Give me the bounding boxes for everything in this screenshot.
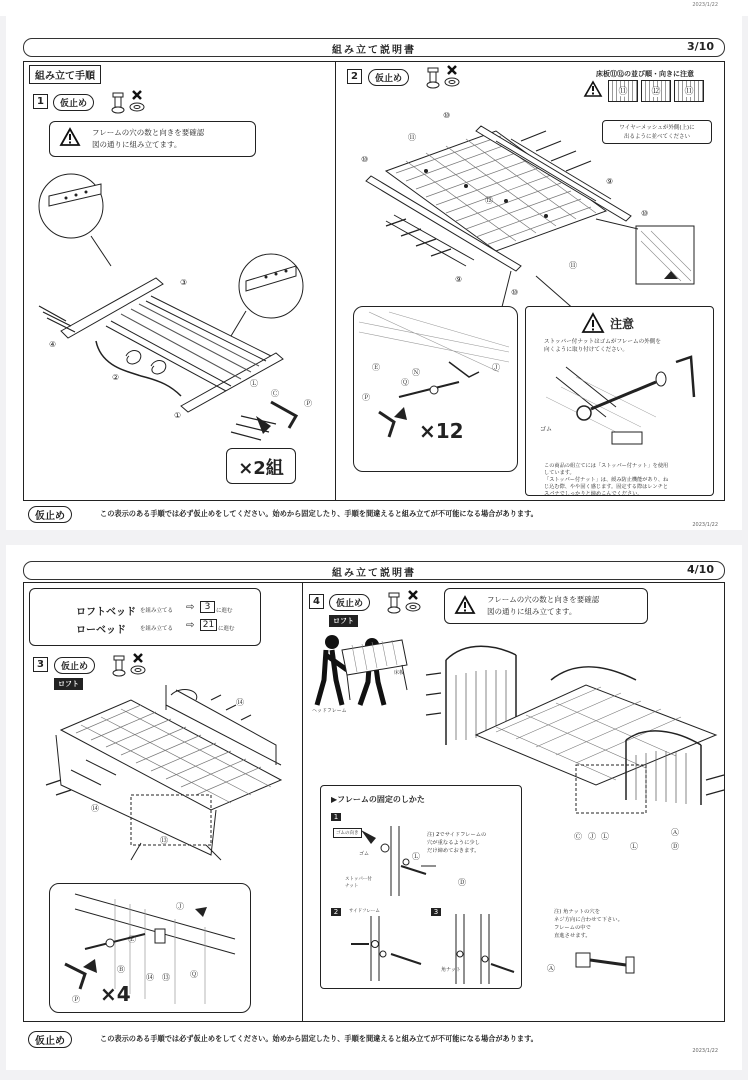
part-label: Ⓠ (401, 378, 409, 387)
part-label: ⑩ (511, 288, 519, 297)
part-label: ⑩ (443, 111, 451, 120)
fix3-note3: フレームの中で (554, 925, 591, 931)
part-label: Ⓟ (362, 393, 370, 402)
fix1-note3: だけ締めておきます。 (427, 848, 480, 854)
rubber-direction-tag: ゴムの向き (333, 828, 362, 838)
floor-panel (674, 80, 704, 102)
step3-illustration (41, 685, 281, 855)
fix-method-box (320, 785, 522, 989)
header-title: 組み立て説明書 (332, 568, 416, 579)
fix-step-number: 3 (431, 908, 441, 916)
part-label: Ⓛ (412, 852, 420, 861)
caution-note4: じ込む際、やや固く感じます。固定する際はレンチと (544, 484, 668, 490)
part-label: Ⓓ (458, 878, 466, 887)
part-label: Ⓐ (547, 964, 555, 973)
loft-label: ロフトベッド (76, 607, 136, 618)
detail-box (353, 306, 518, 472)
warning-icon (455, 596, 475, 614)
footer-text: この表示のある手順では必ず仮止めをしてください。始めから固定したり、手順を間違えると組み立てが不可能になる場合があります。 (100, 1034, 538, 1043)
floor-panel (608, 80, 638, 102)
part-label: Ⓟ (304, 399, 312, 408)
multiplier-text: ×12 (419, 419, 464, 443)
mesh-note-line1: ワイヤーメッシュが外側(上)に (619, 125, 695, 131)
mode-pill: 仮止め (53, 94, 94, 111)
part-label: Ⓝ (412, 368, 420, 377)
part-label: Ⓔ (128, 935, 136, 944)
warning-line2: 図の通りに組み立てます。 (92, 140, 182, 149)
warning-box (49, 121, 256, 157)
footer-code: 2023/1/22 (692, 1048, 718, 1054)
detail-box (49, 883, 251, 1013)
part-label: Ⓠ (190, 970, 198, 979)
part-label: Ⓛ (630, 842, 638, 851)
page-header (23, 561, 725, 580)
step1-illustration (31, 166, 316, 446)
low-label: ローベッド (76, 625, 126, 636)
footer-text: この表示のある手順では必ず仮止めをしてください。始めから固定したり、手順を間違えると組み立てが不可能になる場合があります。 (100, 509, 538, 518)
route-box (29, 588, 261, 646)
part-label: Ⓒ (574, 832, 582, 841)
fix2-illustration (351, 916, 431, 981)
go-suffix: に進む (216, 608, 233, 614)
part-label: ③ (180, 278, 188, 287)
caution-line1: ストッパー付ナットはゴムがフレームの外側を (544, 339, 661, 345)
part-label: Ⓔ (372, 363, 380, 372)
fix2-kaku: 角ナット (441, 967, 461, 973)
arrow-icon: ⇨ (186, 620, 195, 631)
part-label: ⑨ (606, 177, 614, 186)
section-title: 組み立て手順 (29, 65, 101, 84)
multiplier-text: ×4 (100, 982, 131, 1006)
low-suffix: を組み立てる (140, 626, 174, 632)
step-number: 3 (33, 657, 48, 672)
part-label: ⑩ (641, 209, 649, 218)
stopper-nut-illustration (546, 357, 696, 447)
warning-icon (60, 128, 80, 146)
caution-note2: しています。 (544, 470, 575, 476)
low-target: 21 (200, 619, 217, 631)
part-label: ⑨ (455, 275, 463, 284)
step-number: 4 (309, 594, 324, 609)
caution-box (525, 306, 714, 496)
part-label: ⑪ (408, 133, 416, 142)
step4-illustration (426, 635, 726, 805)
warning-icon (584, 81, 602, 97)
fix-title: ▶フレームの固定のしかた (331, 795, 425, 804)
fix1-note1: 注) 2でサイドフレームの (427, 832, 487, 838)
fix-step-number: 2 (331, 908, 341, 916)
part-label: ⑭ (146, 973, 154, 982)
part-label: Ⓑ (117, 965, 125, 974)
footer-pill: 仮止め (28, 1031, 72, 1048)
header-title: 組み立て説明書 (332, 45, 416, 56)
manual-page-3 (6, 16, 742, 530)
mode-pill: 仮止め (368, 69, 409, 86)
bolt-washer-icon (112, 652, 152, 678)
fix2-side: サイドフレーム (349, 909, 380, 914)
fix1-note2: 穴が重なるように少し (427, 840, 480, 846)
caution-line2: 向くように取り付けてください。 (544, 347, 628, 353)
part-label: Ⓛ (601, 832, 609, 841)
caution-note5: スパナでしっかりと締めこんでください。 (544, 491, 643, 497)
mesh-note-line2: 出るように並べてください (623, 134, 690, 140)
warning-box (444, 588, 648, 624)
fix-title-text: フレームの固定のしかた (337, 795, 425, 804)
loft-tag: ロフト (329, 615, 358, 627)
part-label: ⑭ (236, 698, 244, 707)
part-label: ⑭ (91, 804, 99, 813)
part-label: Ⓛ (250, 379, 258, 388)
step2-illustration (346, 101, 726, 311)
warning-line1: フレームの穴の数と向きを要確認 (92, 128, 205, 137)
part-label: ⑬ (160, 836, 168, 845)
floor-panel-label: ⑪ (618, 87, 628, 97)
footer-code: 2023/1/22 (692, 522, 718, 528)
fix3-note4: 直進させます。 (554, 933, 591, 939)
part-label: Ⓓ (671, 842, 679, 851)
square-nut-bolt-illustration (576, 945, 636, 975)
fix3-note1: 注) 角ナットの穴を (554, 909, 601, 915)
floor-note-title: 床板⑪⑫の並び順・向きに注意 (596, 70, 694, 78)
caution-note3: 「ストッパー付ナット」は、緩み防止機能があり、ね (544, 477, 669, 483)
go-suffix: に進む (218, 626, 235, 632)
part-label: Ⓙ (176, 902, 184, 911)
floor-panel-order (608, 80, 704, 102)
page-number: 3/10 (687, 40, 714, 53)
fix-step-number: 1 (331, 813, 341, 821)
bolt-washer-icon (387, 589, 427, 615)
bolt-washer-icon (111, 89, 151, 115)
part-label: Ⓐ (671, 828, 679, 837)
loft-target: 3 (200, 601, 215, 613)
part-label: Ⓟ (72, 995, 80, 1004)
caution-note1: この商品の組立てには「ストッパー付ナット」を使用 (544, 463, 669, 469)
fix1-nut: ナット (345, 884, 359, 889)
manual-page-4 (6, 545, 742, 1070)
part-label: ① (174, 411, 182, 420)
caution-title: 注意 (610, 317, 635, 331)
fix1-stopper: ストッパー付 (345, 877, 372, 882)
loft-tag: ロフト (54, 678, 83, 690)
part-label: Ⓙ (492, 363, 500, 372)
fix1-rubber: ゴム (359, 851, 370, 857)
mode-pill: 仮止め (329, 594, 370, 611)
bolt-washer-icon (426, 64, 466, 90)
warning-line1: フレームの穴の数と向きを要確認 (487, 595, 600, 604)
page-header (23, 38, 725, 57)
head-frame-label: ヘッドフレーム (312, 708, 347, 714)
floor-panel-label: ⑫ (651, 87, 661, 97)
footer-pill: 仮止め (28, 506, 72, 523)
warning-line2: 図の通りに組み立てます。 (487, 607, 577, 616)
loft-suffix: を組み立てる (140, 608, 174, 614)
part-label: ⑩ (361, 155, 369, 164)
top-strip (0, 0, 748, 16)
part-label: ⑪ (569, 261, 577, 270)
part-label: ⑬ (162, 973, 170, 982)
rubber-label: ゴム (540, 426, 553, 433)
part-label: Ⓒ (271, 389, 279, 398)
detail-illustration (55, 889, 245, 1009)
step-number: 2 (347, 69, 362, 84)
step-number: 1 (33, 94, 48, 109)
floor-panel-label: ⑪ (684, 87, 694, 97)
floor-label: 床板 (394, 670, 405, 676)
top-code: 2023/1/22 (692, 2, 718, 8)
fix3-illustration (446, 914, 516, 984)
part-label: Ⓙ (588, 832, 596, 841)
page-number: 4/10 (687, 563, 714, 576)
part-label: ⑫ (485, 196, 493, 205)
part-label: ② (112, 373, 120, 382)
column-divider (335, 62, 336, 500)
part-label: ④ (49, 340, 57, 349)
floor-panel (641, 80, 671, 102)
arrow-icon: ⇨ (186, 602, 195, 613)
mode-pill: 仮止め (54, 657, 95, 674)
warning-icon (582, 313, 604, 333)
multiplier-text: ×2組 (238, 458, 284, 479)
fix3-note2: ネジ方向に合わせて下さい。 (554, 917, 623, 923)
multiplier-box (226, 448, 296, 484)
